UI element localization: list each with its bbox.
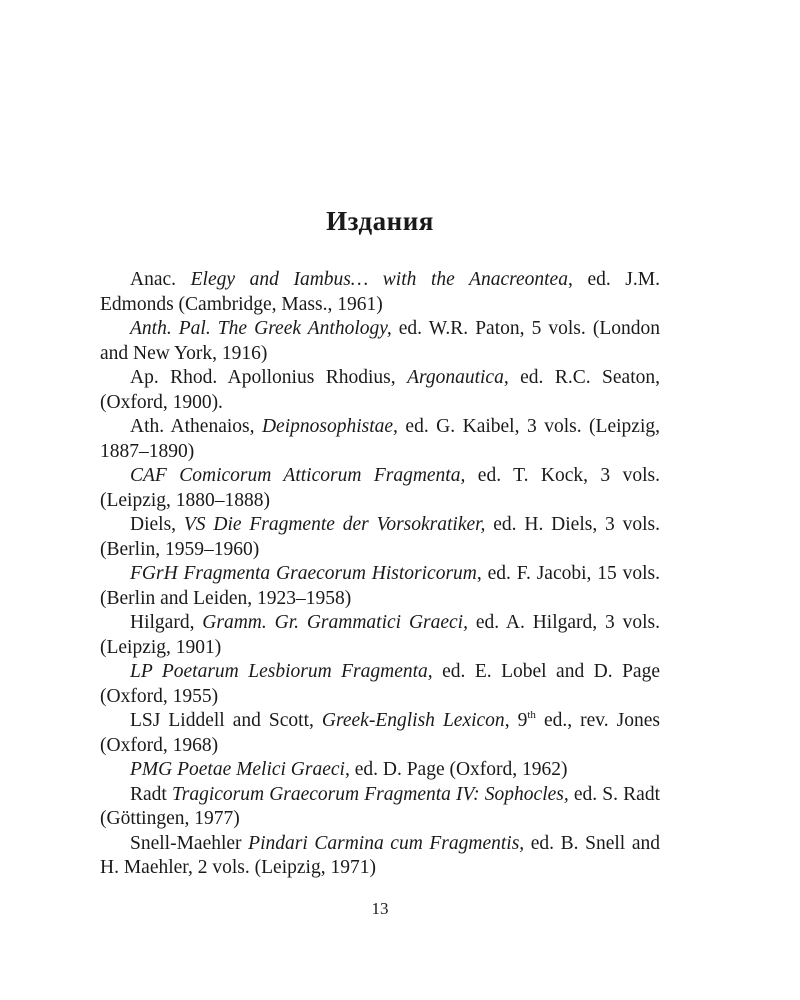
bibliography-entry <box>100 660 660 709</box>
entry-abbreviation: Ap. Rhod. Apollonius Rhodius, <box>130 367 408 388</box>
entry-publication-details: ed. B. Snell and H. Maehler, 2 vols. (Leipzig, 1971) <box>100 832 660 878</box>
bibliography-entry <box>100 317 660 366</box>
bibliography-entry <box>100 268 660 317</box>
entry-abbreviation: Snell-Maehler <box>130 832 249 854</box>
editions-list <box>100 268 660 881</box>
bibliography-entry <box>100 832 660 881</box>
entry-abbreviation: Anac. <box>130 269 191 290</box>
entry-work-title: Tragicorum Graecorum Fragmenta IV: Sophocles, <box>171 783 569 805</box>
bibliography-entry <box>100 415 660 464</box>
bibliography-entry <box>100 758 660 783</box>
page-title: Издания <box>326 206 434 236</box>
bibliography-entry <box>100 464 660 513</box>
entry-publication-details-continued: ed., rev. Jones (Oxford, 1968) <box>100 710 661 756</box>
book-page <box>100 0 660 1000</box>
entry-publication-details: ed. T. Kock, 3 vols. (Leipzig, 1880–1888) <box>100 465 660 511</box>
entry-publication-details: ed. R.C. Seaton, (Oxford, 1900). <box>100 367 661 413</box>
entry-publication-details: , ed. F. Jacobi, 15 vols. (Berlin and Leiden, 1923–1958) <box>100 563 660 609</box>
entry-work-title: CAF Comicorum Atticorum Fragmenta, <box>130 465 466 486</box>
entry-publication-details: ed. A. Hilgard, 3 vols. (Leipzig, 1901) <box>100 612 660 658</box>
entry-abbreviation: Ath. Athenaios, <box>130 416 262 437</box>
entry-work-title: Elegy and Iambus… with the Anacreontea <box>190 269 568 290</box>
entry-work-title: Gramm. Gr. Grammatici Graeci, <box>202 612 468 633</box>
bibliography-entry <box>100 709 660 758</box>
page-number: 13 <box>371 899 389 918</box>
entry-work-title: LP Poetarum Lesbiorum Fragmenta, <box>130 661 433 682</box>
entry-publication-details: ed. W.R. Paton, 5 vols. (London and New York, 1916) <box>100 318 660 364</box>
entry-publication-details: , ed. J.M. Edmonds (Cambridge, Mass., 1961) <box>100 269 660 315</box>
entry-publication-details: ed. D. Page (Oxford, 1962) <box>349 759 568 780</box>
entry-publication-details: ed. E. Lobel and D. Page (Oxford, 1955) <box>100 661 660 707</box>
entry-work-title: PMG Poetae Melici Graeci, <box>130 759 350 780</box>
entry-publication-details: ed. S. Radt (Göttingen, 1977) <box>100 783 660 829</box>
entry-work-title: FGrH Fragmenta Graecorum Historicorum <box>130 563 477 584</box>
entry-work-title: Greek-English Lexicon <box>321 710 505 731</box>
entry-abbreviation: Radt <box>130 783 172 805</box>
entry-work-title: Pindari Carmina cum Fragmentis, <box>248 832 525 854</box>
edition-ordinal-superscript: th <box>527 709 536 721</box>
bibliography-entry <box>100 783 660 832</box>
entry-work-title: Deipnosophistae, <box>261 416 398 437</box>
entry-abbreviation: Hilgard, <box>130 612 203 633</box>
entry-publication-details: ed. G. Kaibel, 3 vols. (Leipzig, 1887–1890) <box>100 416 660 462</box>
bibliography-entry <box>100 562 660 611</box>
entry-abbreviation: Diels, <box>130 514 184 535</box>
entry-work-title: VS Die Fragmente der Vorsokratiker, <box>183 514 486 535</box>
entry-publication-details: ed. H. Diels, 3 vols. (Berlin, 1959–1960) <box>100 514 660 560</box>
entry-publication-details: , 9 <box>504 710 528 731</box>
bibliography-entry <box>100 611 660 660</box>
entry-work-title: Argonautica, <box>407 367 509 388</box>
bibliography-entry <box>100 366 660 415</box>
entry-abbreviation: LSJ Liddell and Scott, <box>130 710 322 731</box>
bibliography-entry <box>100 513 660 562</box>
entry-work-title: Anth. Pal. The Greek Anthology, <box>130 318 392 339</box>
